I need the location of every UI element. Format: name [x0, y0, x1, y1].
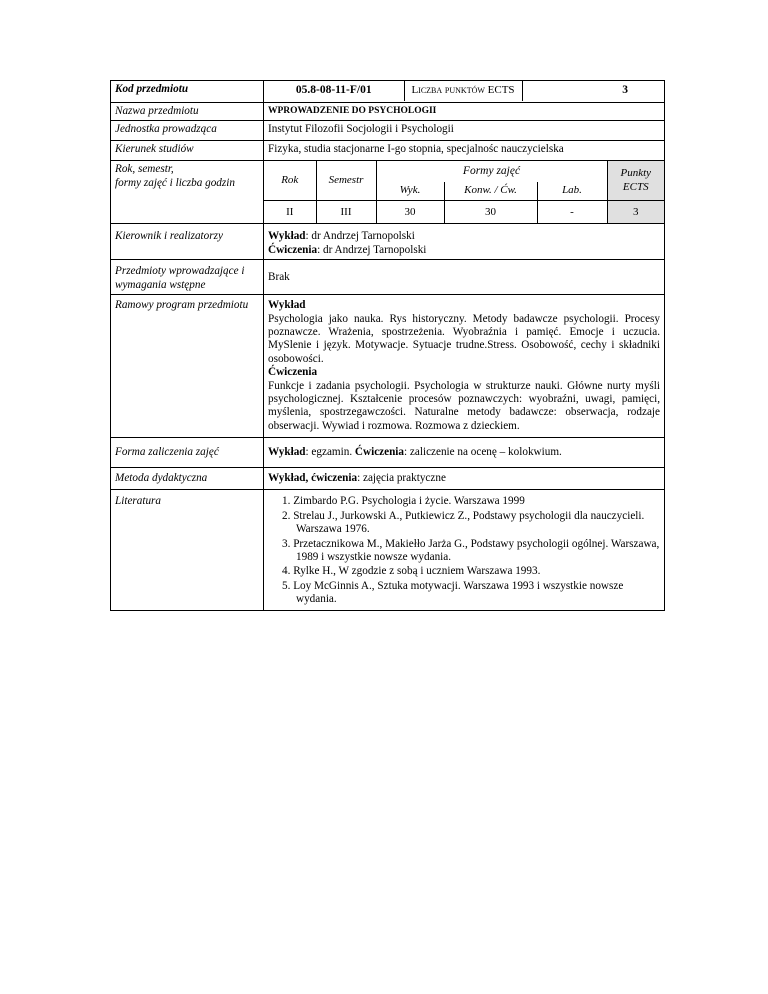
semestr-value: III	[316, 201, 376, 224]
punkty-value: 3	[607, 201, 664, 224]
literatura-value	[264, 490, 665, 610]
rok-label-line-2: formy zajęć i liczba godzin	[115, 176, 235, 189]
kod-value: 05.8-08-11-F/01	[264, 81, 404, 101]
program-wyklad-heading: Wykład	[268, 299, 306, 312]
literatura-item: 1. Zimbardo P.G. Psychologia i życie. Warszawa 1999	[282, 495, 525, 508]
program-cwiczenia-heading: Ćwiczenia	[268, 366, 318, 379]
metoda-label: Metoda dydaktyczna	[111, 468, 264, 490]
program-cwiczenia-text: Funkcje i zadania psychologii. Psychologia w strukturze nauki. Główne nurty myśli psychologicznej. Kształcenie procesów poznawczych: wyobraźni, uwagi, pamięci, myślenia, spostrzegawczości. Naturalne metody badawcze: obserwacja, rodzaje obserwacji. Wywiad i rozmowa. Rozmowa z dzieckiem.	[268, 379, 660, 432]
forma-wyklad-value: : egzamin.	[305, 446, 355, 459]
literatura-item: 3. Przetacznikowa M., Makiełło Jarża G., Podstawy psychologii ogólnej. Warszawa, 1989 i wszystkie nowsze wydania.	[282, 537, 660, 563]
metoda-value	[264, 468, 665, 490]
kierownik-value	[264, 224, 665, 260]
lab-header: Lab.	[537, 182, 607, 201]
kierunek-label-text: Kierunek studiów	[111, 141, 264, 161]
przedmioty-value: Brak	[264, 260, 665, 295]
przedmioty-label-line-1: Przedmioty wprowadzające i	[115, 265, 245, 278]
hours-table	[264, 161, 664, 223]
forma-cwiczenia-label: Ćwiczenia	[354, 446, 405, 459]
lab-value: -	[537, 201, 607, 224]
hours-cell	[264, 161, 665, 224]
metoda-text: : zajęcia praktyczne	[357, 472, 446, 485]
forma-wyklad-label: Wykład	[268, 446, 306, 459]
kod-label: Kod przedmiotu	[111, 81, 264, 103]
kierownik-cwiczenia-label: Ćwiczenia	[268, 243, 318, 256]
literatura-item: 2. Strelau J., Jurkowski A., Putkiewicz Z., Podstawy psychologii dla nauczycieli. Warszawa 1976.	[282, 509, 645, 536]
rok-value: II	[264, 201, 316, 224]
forma-value	[264, 438, 665, 468]
kierownik-wyklad-value: : dr Andrzej Tarnopolski	[305, 230, 415, 243]
nazwa-value: WPROWADZENIE DO PSYCHOLOGII	[264, 103, 665, 121]
course-card	[110, 80, 664, 611]
metoda-bold: Wykład, ćwiczenia	[268, 472, 358, 485]
program-wyklad-text: Psychologia jako nauka. Rys historyczny. Metody badawcze psychologii. Procesy poznawcze. Wrażenia, spostrzeżenia. Wyobraźnia i pamięć. Emocje i uczucia. MySlenie i język. Motywacje. Sytuacje trudne.Stress. Osobowość, cechy i składniki osobowości.	[268, 312, 660, 365]
wyk-header: Wyk.	[376, 182, 444, 201]
punkty-header	[607, 161, 664, 200]
punkty-header-line-2: ECTS	[622, 180, 649, 193]
rok-label	[111, 161, 264, 224]
punkty-header-line-1: Punkty	[620, 167, 652, 180]
konw-value: 30	[444, 201, 537, 224]
nazwa-label: Nazwa przedmiotu	[111, 103, 264, 121]
jednostka-label: Jednostka prowadząca	[111, 121, 264, 141]
literatura-item: 4. Rylke H., W zgodzie z sobą i uczniem Warszawa 1993.	[282, 565, 541, 578]
program-value	[264, 295, 665, 438]
przedmioty-label-line-2: wymagania wstępne	[115, 278, 206, 291]
przedmioty-label	[111, 260, 264, 295]
course-table	[110, 80, 665, 611]
rok-label-line-1: Rok, semestr,	[115, 163, 174, 176]
kierownik-wyklad-label: Wykład	[268, 230, 306, 243]
jednostka-value: Instytut Filozofii Socjologii i Psychologii	[264, 121, 665, 141]
kierunek-value: Fizyka, studia stacjonarne I-go stopnia, specjalnośc nauczycielska	[264, 141, 665, 161]
forma-cwiczenia-value: : zaliczenie na ocenę – kolokwium.	[404, 446, 562, 459]
konw-header: Konw. / Ćw.	[444, 182, 537, 201]
rok-header: Rok	[264, 161, 316, 200]
forma-label: Forma zaliczenia zajęć	[111, 438, 264, 468]
literatura-label: Literatura	[111, 490, 264, 610]
kierownik-label: Kierownik i realizatorzy	[111, 224, 264, 260]
formy-header: Formy zajęć	[376, 161, 607, 182]
program-label: Ramowy program przedmiotu	[111, 295, 264, 438]
literatura-list	[268, 495, 660, 606]
semestr-header: Semestr	[316, 161, 376, 200]
literatura-item: 5. Loy McGinnis A., Sztuka motywacji. Warszawa 1993 i wszystkie nowsze wydania.	[282, 579, 624, 606]
kierownik-cwiczenia-value: : dr Andrzej Tarnopolski	[317, 243, 427, 256]
ects-label: Liczba punktów ECTS	[404, 81, 522, 101]
wyk-value: 30	[376, 201, 444, 224]
kod-row	[264, 81, 665, 103]
ects-value: 3	[622, 84, 628, 97]
